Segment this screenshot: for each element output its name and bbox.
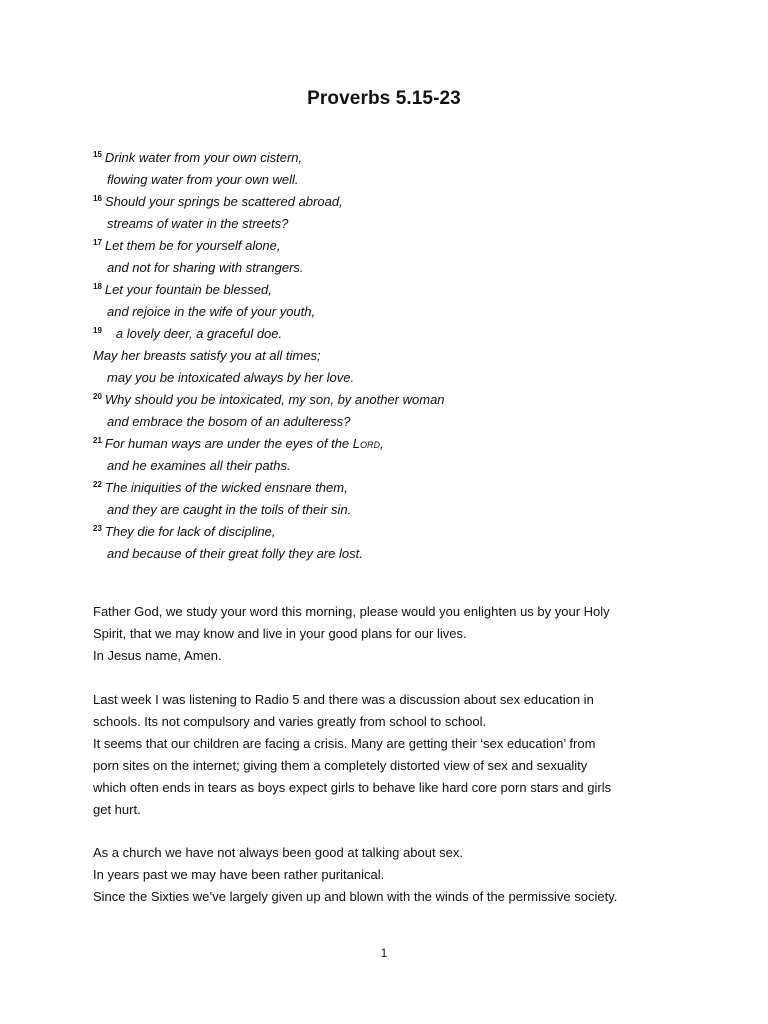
verse-number: 18	[93, 281, 102, 291]
verse-text: streams of water in the streets?	[107, 216, 289, 231]
paragraph-line: which often ends in tears as boys expect girls to behave like hard core porn stars and girls	[93, 780, 612, 795]
verse-line	[93, 301, 693, 323]
verse-text: and because of their great folly they are lost.	[107, 546, 363, 561]
verse-text-smallcaps: Lord	[352, 436, 380, 451]
verse-text: and he examines all their paths.	[107, 458, 291, 473]
sermon-paragraph-church	[93, 842, 683, 908]
verse-line	[93, 367, 693, 389]
paragraph-line: As a church we have not always been good at talking about sex.	[93, 845, 464, 860]
verse-line	[93, 279, 693, 301]
verse-number: 20	[93, 391, 102, 401]
paragraph-line: get hurt.	[93, 802, 141, 817]
verse-line	[93, 521, 693, 543]
paragraph-line: In Jesus name, Amen.	[93, 648, 222, 663]
paragraph-line: In years past we may have been rather puritanical.	[93, 867, 385, 882]
verse-line	[93, 433, 693, 455]
verse-number: 21	[93, 435, 102, 445]
page-title: Proverbs 5.15-23	[307, 88, 461, 109]
verse-text: and rejoice in the wife of your youth,	[107, 304, 316, 319]
verse-line	[93, 411, 693, 433]
prayer-paragraph	[93, 601, 683, 667]
verse-number: 16	[93, 193, 102, 203]
verse-line	[93, 191, 693, 213]
verse-text: Drink water from your own cistern,	[104, 150, 303, 165]
verse-number: 19	[93, 325, 102, 335]
verse-text: and they are caught in the toils of their sin.	[107, 502, 352, 517]
verse-line	[93, 389, 693, 411]
verse-text: For human ways are under the eyes of the	[104, 436, 353, 451]
verse-line	[93, 147, 693, 169]
verse-line	[93, 455, 693, 477]
verse-line	[93, 323, 693, 345]
paragraph-line: Since the Sixties we’ve largely given up and blown with the winds of the permissive society.	[93, 889, 618, 904]
verse-text: flowing water from your own well.	[107, 172, 299, 187]
verse-line	[93, 477, 693, 499]
verse-text: a lovely deer, a graceful doe.	[115, 326, 283, 341]
verse-text: May her breasts satisfy you at all times;	[93, 348, 321, 363]
verse-number: 22	[93, 479, 102, 489]
sermon-paragraph-radio	[93, 689, 683, 821]
verse-line	[93, 213, 693, 235]
paragraph-line: It seems that our children are facing a crisis. Many are getting their ‘sex education’ from	[93, 736, 596, 751]
verse-line	[93, 499, 693, 521]
page-number: 1	[380, 946, 388, 960]
verse-text: Let your fountain be blessed,	[104, 282, 272, 297]
verse-line	[93, 543, 693, 565]
verse-text: They die for lack of discipline,	[104, 524, 276, 539]
verse-text: Should your springs be scattered abroad,	[104, 194, 343, 209]
verse-line	[93, 235, 693, 257]
verse-number: 17	[93, 237, 102, 247]
paragraph-line: Father God, we study your word this morning, please would you enlighten us by your Holy	[93, 604, 610, 619]
verse-line	[93, 169, 693, 191]
verse-text: and embrace the bosom of an adulteress?	[107, 414, 351, 429]
verse-text: Let them be for yourself alone,	[104, 238, 281, 253]
paragraph-line: porn sites on the internet; giving them a completely distorted view of sex and sexuality	[93, 758, 588, 773]
scripture-passage	[93, 147, 693, 565]
paragraph-line: schools. Its not compulsory and varies greatly from school to school.	[93, 714, 487, 729]
paragraph-line: Last week I was listening to Radio 5 and there was a discussion about sex education in	[93, 692, 594, 707]
verse-line	[93, 257, 693, 279]
verse-text: and not for sharing with strangers.	[107, 260, 304, 275]
verse-line	[93, 345, 693, 367]
paragraph-line: Spirit, that we may know and live in your good plans for our lives.	[93, 626, 467, 641]
verse-text: The iniquities of the wicked ensnare them,	[104, 480, 348, 495]
verse-text: Why should you be intoxicated, my son, by another woman	[104, 392, 445, 407]
verse-number: 23	[93, 523, 102, 533]
verse-text: may you be intoxicated always by her love.	[107, 370, 355, 385]
verse-number: 15	[93, 149, 102, 159]
verse-text-punct: ,	[380, 436, 384, 451]
